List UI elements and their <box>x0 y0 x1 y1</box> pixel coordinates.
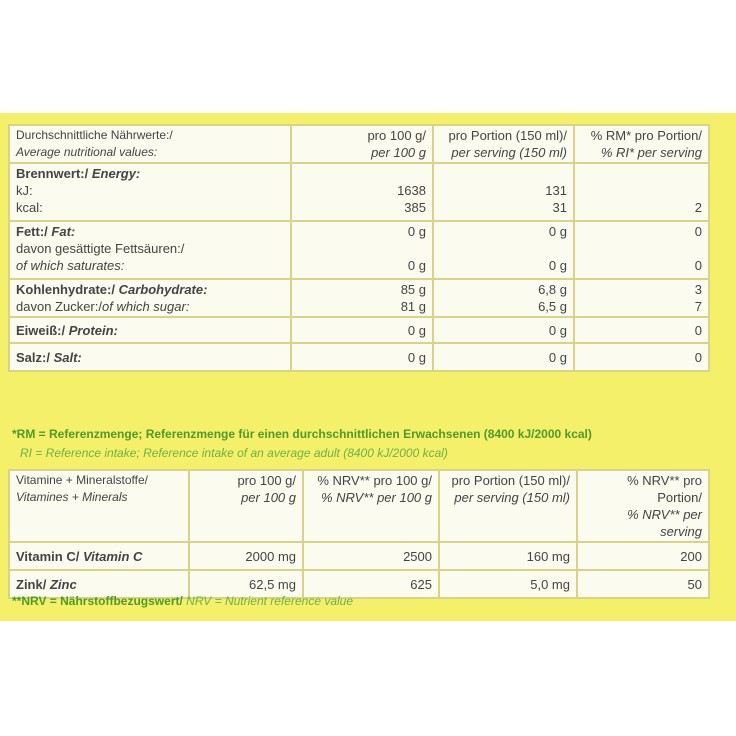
energy-kcal-rm: 2 <box>694 200 702 215</box>
energy-kcal-label: kcal: <box>16 200 43 215</box>
carbs-label-en: Carbohydrate: <box>118 282 208 297</box>
salt-row <box>9 343 709 371</box>
rm-footnote: *RM = Referenzmenge; Referenzmenge für einen durchschnittlichen Erwachsenen (8400 kJ/2000 kcal) <box>12 427 592 441</box>
vit-header-portion-cell <box>439 470 577 542</box>
header-portion-de: pro Portion (150 ml)/ <box>448 128 567 143</box>
fat-per100-cell <box>291 221 433 279</box>
protein-100: 0 g <box>291 317 433 343</box>
protein-row <box>9 317 709 343</box>
salt-100: 0 g <box>291 343 433 371</box>
protein-portion: 0 g <box>433 317 574 343</box>
energy-portion-cell <box>433 163 574 221</box>
protein-rm: 0 <box>574 317 709 343</box>
nutrition-table <box>8 124 710 372</box>
energy-label-en: Energy: <box>91 166 141 181</box>
fat-rm-cell <box>574 221 709 279</box>
salt-label-cell <box>9 343 291 371</box>
fat-label-en: Fat: <box>51 224 76 239</box>
energy-kcal-100: 385 <box>404 200 426 215</box>
zinc-row-portion: 5,0 mg <box>439 570 577 598</box>
protein-label-en: Protein: <box>68 322 118 338</box>
carbs-label-cell <box>9 279 291 317</box>
carbs-portion: 6,8 g <box>538 282 567 297</box>
vit-header-per100-de: pro 100 g/ <box>237 473 296 488</box>
vit-header-nrv100-de: % NRV** pro 100 g/ <box>317 473 432 488</box>
header-portion-en: per serving (150 ml) <box>451 145 567 160</box>
carbs-100: 85 g <box>400 282 426 297</box>
salt-rm: 0 <box>574 343 709 371</box>
zinc-row-per100: 62,5 mg <box>189 570 303 598</box>
header-label-en: Average nutritional values: <box>16 145 158 159</box>
vit-header-nrvportion-en: % NRV** per serving <box>627 507 702 539</box>
fat-sat-portion: 0 g <box>548 258 567 273</box>
vit-header-label-de: Vitamine + Mineralstoffe/ <box>16 473 148 487</box>
vit-header-label-en: Vitamines + Minerals <box>16 490 128 504</box>
energy-row <box>9 163 709 221</box>
vit-row-per100: 2000 mg <box>189 542 303 570</box>
header-rm-de: % RM* pro Portion/ <box>590 128 702 143</box>
vit-header-per100-cell <box>189 470 303 542</box>
header-per100-cell <box>291 125 433 163</box>
fat-rm: 0 <box>694 224 702 239</box>
nrv-footnote-en: NRV = Nutrient reference value <box>182 594 354 608</box>
energy-label-cell <box>9 163 291 221</box>
protein-label-de: Eiweiß:/ <box>16 322 66 338</box>
carbs-portion-cell <box>433 279 574 317</box>
vit-row-nrvportion: 200 <box>577 542 709 570</box>
vit-row-label-cell <box>9 542 189 570</box>
fat-sat-100: 0 g <box>407 258 426 273</box>
energy-rm-cell <box>574 163 709 221</box>
vit-header-nrvportion-de: % NRV** pro Portion/ <box>627 473 702 505</box>
header-per100-en: per 100 g <box>371 145 426 160</box>
salt-label-en: Salt: <box>53 349 82 365</box>
vit-row-portion: 160 mg <box>439 542 577 570</box>
header-per100-de: pro 100 g/ <box>367 128 426 143</box>
vit-row-label-en: Vitamin C <box>82 548 143 564</box>
sugar-100: 81 g <box>400 299 426 314</box>
sugar-label-en: of which sugar: <box>102 299 190 314</box>
energy-kj-label: kJ: <box>16 183 33 198</box>
carbs-rm: 3 <box>694 282 702 297</box>
carbs-label-de: Kohlenhydrate:/ <box>16 282 115 297</box>
vit-header-nrvportion-cell <box>577 470 709 542</box>
vit-row-nrv100: 2500 <box>303 542 439 570</box>
energy-kj-portion: 131 <box>545 183 567 198</box>
nutrition-header-row <box>9 125 709 163</box>
energy-label-de: Brennwert:/ <box>16 166 89 181</box>
carbs-row <box>9 279 709 317</box>
sugar-rm: 7 <box>694 299 702 314</box>
protein-label-cell <box>9 317 291 343</box>
ri-footnote: RI = Reference intake; Reference intake of an average adult (8400 kJ/2000 kcal) <box>20 446 448 460</box>
header-rm-cell <box>574 125 709 163</box>
fat-portion-cell <box>433 221 574 279</box>
fat-label-cell <box>9 221 291 279</box>
zinc-row-label-en: Zinc <box>49 576 77 592</box>
header-label-cell <box>9 125 291 163</box>
vit-header-portion-en: per serving (150 ml) <box>454 490 570 505</box>
vit-header-portion-de: pro Portion (150 ml)/ <box>451 473 570 488</box>
header-portion-cell <box>433 125 574 163</box>
salt-portion: 0 g <box>433 343 574 371</box>
energy-per100-cell <box>291 163 433 221</box>
salt-label-de: Salz:/ <box>16 349 50 365</box>
nrv-footnote-de: **NRV = Nährstoffbezugswert/ <box>12 594 183 608</box>
fat-sat-label-de: davon gesättigte Fettsäuren:/ <box>16 241 185 256</box>
fat-portion: 0 g <box>548 224 567 239</box>
vit-header-nrv100-en: % NRV** per 100 g <box>320 490 432 505</box>
zinc-row-nrv100: 625 <box>303 570 439 598</box>
fat-100: 0 g <box>407 224 426 239</box>
fat-sat-rm: 0 <box>694 258 702 273</box>
vit-header-label-cell <box>9 470 189 542</box>
vit-header-nrv100-cell <box>303 470 439 542</box>
sugar-portion: 6,5 g <box>538 299 567 314</box>
zinc-row-label-de: Zink/ <box>16 576 47 592</box>
energy-kcal-portion: 31 <box>552 200 567 215</box>
energy-kj-100: 1638 <box>397 183 426 198</box>
carbs-per100-cell <box>291 279 433 317</box>
header-rm-en: % RI* per serving <box>600 145 702 160</box>
vitamin-table <box>8 469 710 599</box>
sugar-label-de: davon Zucker:/ <box>16 299 102 314</box>
fat-label-de: Fett:/ <box>16 224 48 239</box>
carbs-rm-cell <box>574 279 709 317</box>
header-label-de: Durchschnittliche Nährwerte:/ <box>16 128 173 142</box>
vitamin-row <box>9 542 709 570</box>
fat-row <box>9 221 709 279</box>
vit-header-per100-en: per 100 g <box>241 490 296 505</box>
zinc-row-nrvportion: 50 <box>577 570 709 598</box>
vitamin-header-row <box>9 470 709 542</box>
fat-sat-label-en: of which saturates: <box>16 258 125 273</box>
vit-row-label-de: Vitamin C/ <box>16 548 80 564</box>
nrv-footnote <box>12 594 353 608</box>
